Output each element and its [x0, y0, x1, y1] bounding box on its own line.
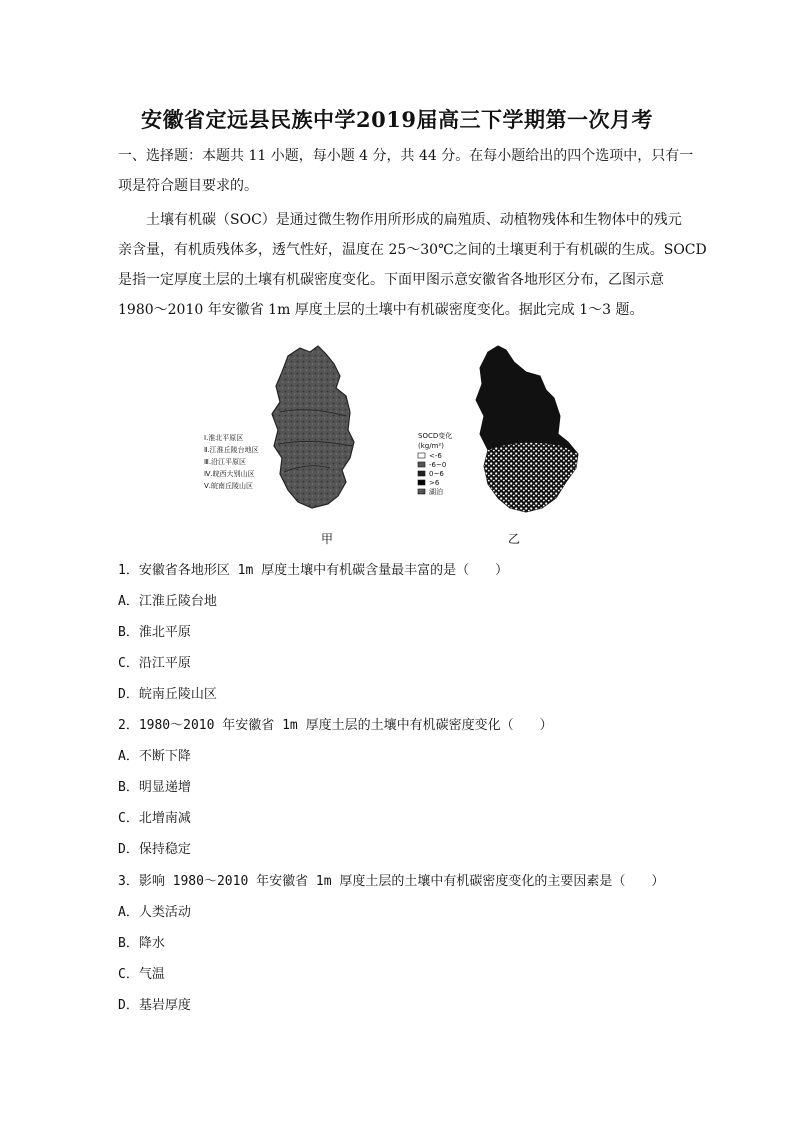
- question-1-option: B．淮北平原: [118, 625, 191, 640]
- passage-line-1: 土壤有机碳（SOC）是通过微生物作用所形成的扁殖质、动植物残体和生物体中的残元: [146, 212, 682, 228]
- legend-swatch-minus-6-0: [418, 462, 425, 467]
- map-b-south-mosaic: [484, 443, 578, 512]
- map-a-legend: [204, 433, 259, 490]
- passage-line-2: 亲含量，有机质残体多，透气性好，温度在 25～30℃之间的土壤更利于有机碳的生成。SOCD: [118, 242, 707, 258]
- map-b-legend-item: >6: [429, 479, 440, 487]
- map-b-legend: [418, 431, 452, 496]
- question-1-option: D．皖南丘陵山区: [118, 687, 217, 702]
- map-b-legend-unit: (kg/m²): [418, 442, 444, 450]
- map-a-caption: 甲: [321, 532, 334, 546]
- question-3-stem: 3．影响 1980～2010 年安徽省 1m 厚度土层的土壤中有机碳密度变化的主要因素是（ ）: [118, 874, 665, 889]
- question-3-option: B．降水: [118, 936, 165, 951]
- map-b-legend-item: 0~6: [429, 470, 444, 478]
- legend-swatch-lt-minus-6: [418, 453, 425, 458]
- map-a-legend-item: Ⅱ.江淮丘陵台地区: [204, 446, 259, 454]
- map-b-legend-title: SOCD变化: [418, 432, 453, 440]
- question-3-option: D．基岩厚度: [118, 998, 191, 1013]
- question-2-option: C．北增南减: [118, 811, 191, 826]
- legend-swatch-lake: [418, 489, 425, 494]
- question-1-option: A．江淮丘陵台地: [118, 594, 217, 609]
- map-a-legend-item: Ⅰ.淮北平原区: [204, 434, 244, 442]
- legend-swatch-gt-6: [418, 480, 425, 485]
- passage-line-3: 是指一定厚度土层的土壤有机碳密度变化。下面甲图示意安徽省各地形区分布，乙图示意: [118, 272, 664, 288]
- instructions-line-2: 项是符合题目要求的。: [118, 178, 258, 194]
- map-a-legend-item: Ⅳ.皖西大别山区: [204, 470, 255, 478]
- figure-maps: [200, 342, 600, 542]
- question-2-option: B．明显递增: [118, 780, 191, 795]
- map-b-legend-item: <-6: [429, 452, 442, 460]
- map-a-legend-item: Ⅲ.沿江平原区: [204, 458, 247, 466]
- map-a-legend-item: Ⅴ.皖南丘陵山区: [204, 482, 254, 490]
- map-a-province-shape: [272, 346, 354, 508]
- legend-swatch-0-6: [418, 471, 425, 476]
- passage-line-4: 1980～2010 年安徽省 1m 厚度土层的土壤中有机碳密度变化。据此完成 1～3 题。: [118, 302, 644, 318]
- question-3-option: A．人类活动: [118, 905, 191, 920]
- question-2-option: A．不断下降: [118, 749, 191, 764]
- map-b: [418, 346, 578, 512]
- map-b-caption: 乙: [508, 532, 521, 546]
- map-a: [204, 346, 354, 508]
- question-3-option: C．气温: [118, 967, 165, 982]
- question-1-stem: 1．安徽省各地形区 1m 厚度土壤中有机碳含量最丰富的是（ ）: [118, 563, 509, 578]
- page-title: 安徽省定远县民族中学2019届高三下学期第一次月考: [141, 107, 653, 132]
- question-2-option: D．保持稳定: [118, 842, 191, 857]
- maps-svg: [200, 342, 600, 542]
- instructions-line-1: 一、选择题：本题共 11 小题，每小题 4 分，共 44 分。在每小题给出的四个选项中，只有一: [118, 148, 694, 164]
- question-1-option: C．沿江平原: [118, 656, 191, 671]
- question-2-stem: 2．1980～2010 年安徽省 1m 厚度土层的土壤中有机碳密度变化（ ）: [118, 718, 553, 733]
- map-b-legend-item: -6~0: [429, 461, 447, 469]
- map-b-legend-item: 湖泊: [429, 488, 443, 496]
